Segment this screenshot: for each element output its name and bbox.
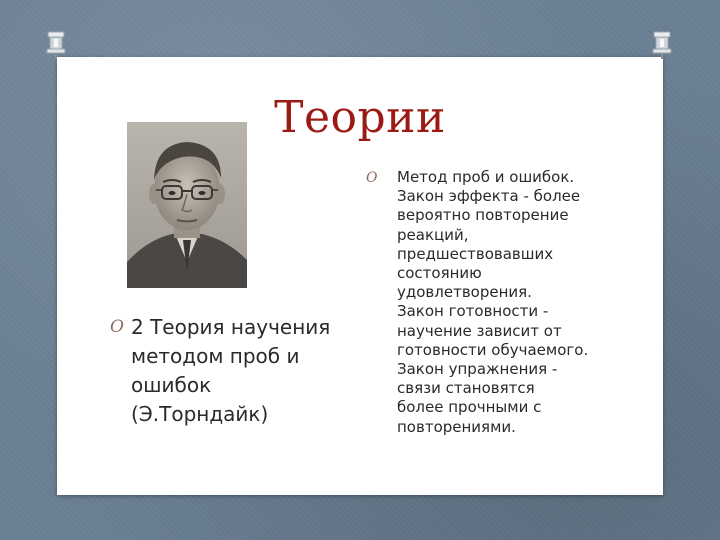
left-bullet [112,313,362,429]
right-line: состоянию [397,264,482,283]
left-bullet-text [112,313,362,429]
right-line: повторениями. [397,417,516,436]
portrait-photo [127,122,247,288]
left-line: ошибок [131,373,212,397]
right-line: научение зависит от [397,321,562,340]
right-line: удовлетворения. [397,283,532,302]
left-line: (Э.Торндайк) [131,402,269,426]
slide-title: Теории [274,92,446,143]
right-line: Закон эффекта - более [397,187,581,206]
right-line: Закон упражнения - [397,360,558,379]
right-line: связи становятся [397,379,535,398]
right-line: готовности обучаемого. [397,340,589,359]
right-line: более прочными с [397,398,542,417]
right-line: вероятно повторение [397,206,569,225]
left-line: методом проб и [131,344,300,368]
right-line: Метод проб и ошибок. [397,168,575,186]
pushpin-icon [651,30,673,60]
right-line: реакций, [397,225,469,244]
bullet-icon: O [366,170,378,186]
right-line: Закон готовности - [397,302,549,321]
bullet-icon: O [110,317,124,337]
left-line: 2 Теория научения [131,315,331,339]
right-bullet-text [366,168,626,437]
pushpin-icon [45,30,67,60]
right-line: предшествовавших [397,244,554,263]
right-bullet [366,168,626,437]
